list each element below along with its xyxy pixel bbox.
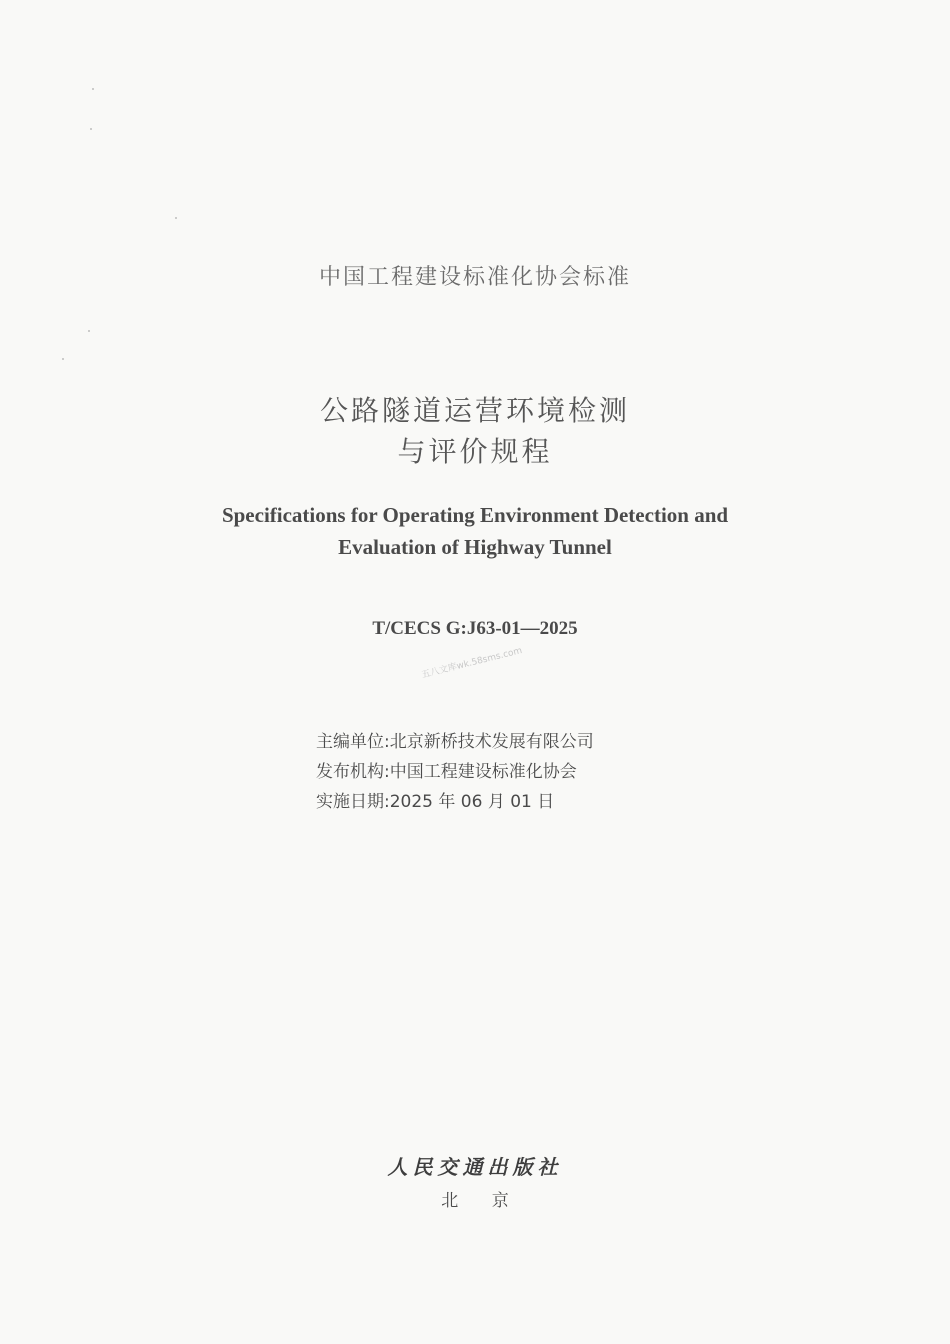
editor-unit: 主编单位:北京新桥技术发展有限公司	[316, 732, 594, 752]
publisher-city: 北 京	[441, 1191, 523, 1211]
document-title-cn-line1: 公路隧道运营环境检测	[319, 394, 630, 427]
document-title-en-line2: Evaluation of Highway Tunnel	[338, 535, 612, 559]
scan-speck	[88, 330, 90, 332]
scan-speck	[62, 358, 64, 360]
document-title-en-line1: Specifications for Operating Environment Detection and	[221, 503, 729, 527]
standard-code: T/CECS G:J63-01—2025	[372, 618, 578, 639]
effective-date: 实施日期:2025 年 06 月 01 日	[316, 792, 555, 812]
issuing-body: 发布机构:中国工程建设标准化协会	[316, 762, 577, 782]
scan-speck	[90, 128, 92, 130]
standard-series-title: 中国工程建设标准化协会标准	[318, 265, 631, 290]
scan-speck	[175, 217, 177, 219]
scan-speck	[92, 88, 94, 90]
publisher-name: 人民交通出版社	[387, 1155, 563, 1179]
watermark: 五八文库wk.58sms.com	[420, 645, 524, 681]
document-title-cn-line2: 与评价规程	[397, 435, 553, 468]
